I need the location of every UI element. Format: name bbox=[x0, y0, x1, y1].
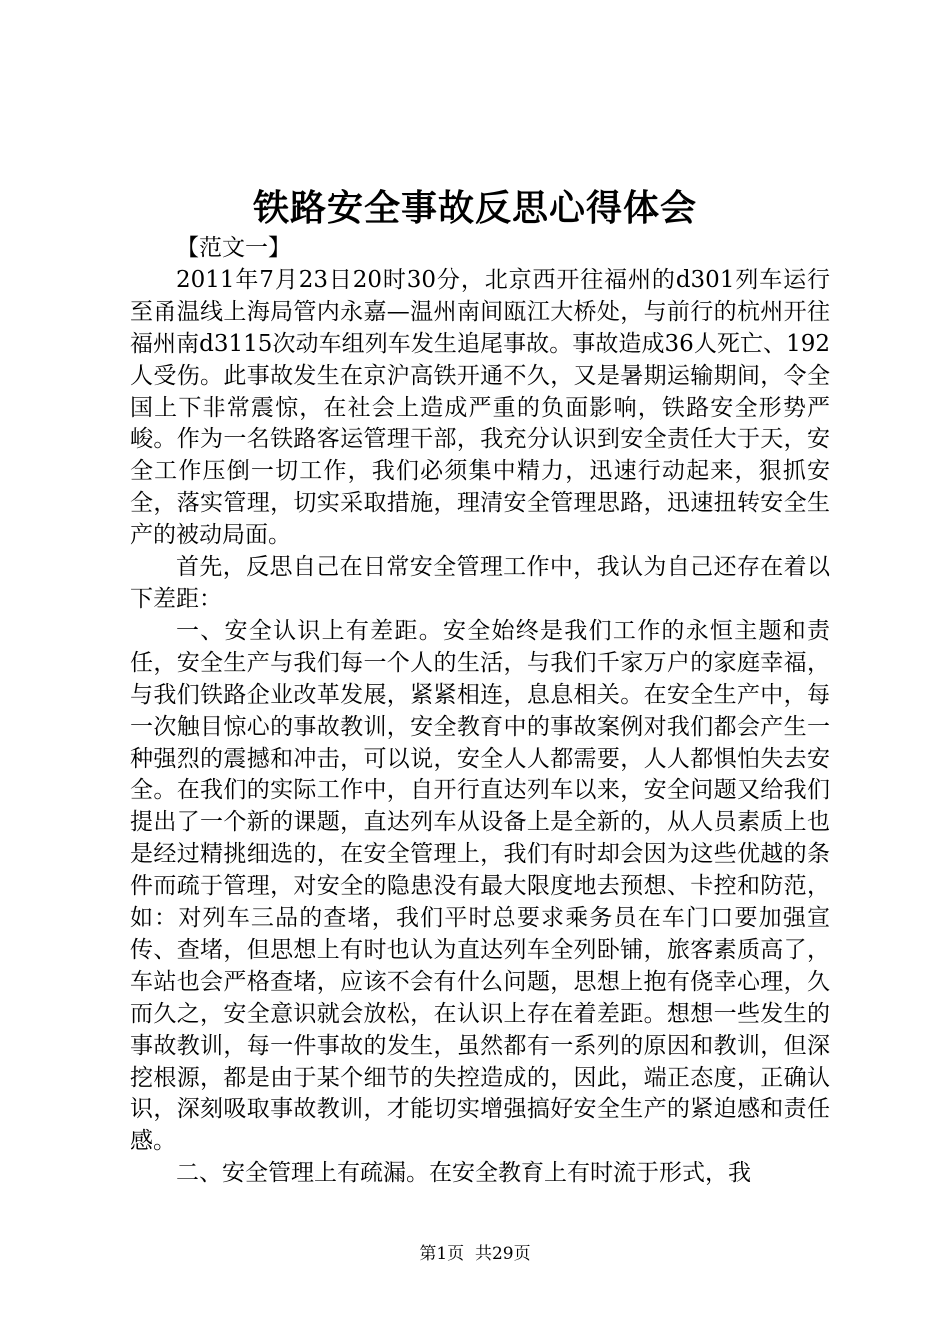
paragraph-point-one: 一、安全认识上有差距。安全始终是我们工作的永恒主题和责任，安全生产与我们每一个人的生活，与我们千家万户的家庭幸福，与我们铁路企业改革发展，紧紧相连，息息相关。在安全生产中，每一次触目惊心的事故教训，安全教育中的事故案例对我们都会产生一种强烈的震撼和冲击，可以说，安全人人都需要，人人都惧怕失去安全。在我们的实际工作中，自开行直达列车以来，安全问题又给我们提出了一个新的课题，直达列车从设备上是全新的，从人员素质上也是经过精挑细选的，在安全管理上，我们有时却会因为这些优越的条件而疏于管理，对安全的隐患没有最大限度地去预想、卡控和防范，如：对列车三品的查堵，我们平时总要求乘务员在车门口要加强宣传、查堵，但思想上有时也认为直达列车全列卧铺，旅客素质高了，车站也会严格查堵，应该不会有什么问题，思想上抱有侥幸心理，久而久之，安全意识就会放松，在认识上存在着差距。想想一些发生的事故教训，每一件事故的发生，虽然都有一系列的原因和教训，但深挖根源，都是由于某个细节的失控造成的，因此，端正态度，正确认识，深刻吸取事故教训，才能切实增强搞好安全生产的紧迫感和责任感。 bbox=[130, 617, 830, 1155]
paragraph-accident-summary: 2011年7月23日20时30分，北京西开往福州的d301列车运行至甬温线上海局管内永嘉—温州南间瓯江大桥处，与前行的杭州开往福州南d3115次动车组列车发生追尾事故。事故造成36人死亡、192人受伤。此事故发生在京沪高铁开通不久，又是暑期运输期间，令全国上下非常震惊，在社会上造成严重的负面影响，铁路安全形势严峻。作为一名铁路客运管理干部，我充分认识到安全责任大于天，安全工作压倒一切工作，我们必须集中精力，迅速行动起来，狠抓安全，落实管理，切实采取措施，理清安全管理思路，迅速扭转安全生产的被动局面。 bbox=[130, 266, 830, 549]
paragraph-reflection-intro: 首先，反思自己在日常安全管理工作中，我认为自己还存在着以下差距： bbox=[130, 554, 830, 612]
page-number-footer: 第1页 共29页 bbox=[419, 1244, 531, 1264]
paragraph-sample-label: 【范文一】 bbox=[176, 235, 291, 261]
paragraph-point-two: 二、安全管理上有疏漏。在安全教育上有时流于形式，我 bbox=[176, 1160, 751, 1187]
document-body bbox=[130, 233, 830, 1190]
document-title: 铁路安全事故反思心得体会 bbox=[252, 187, 697, 229]
